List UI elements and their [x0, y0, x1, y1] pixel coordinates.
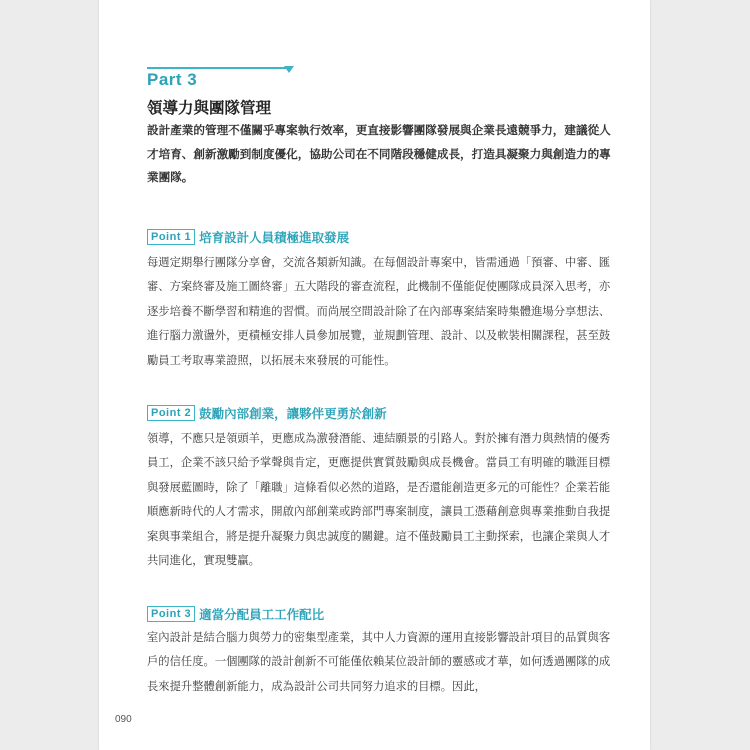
point-2-title: 鼓勵內部創業，讓夥伴更勇於創新 [199, 406, 387, 421]
point-3-badge: Point 3 [147, 606, 195, 622]
point-3-title: 適當分配員工工作配比 [199, 607, 325, 622]
part-rule-line [147, 67, 292, 69]
point-2-heading [147, 404, 387, 422]
point-1-heading [147, 228, 349, 246]
point-2-body: 領導，不應只是領頭羊，更應成為激發潛能、連結願景的引路人。對於擁有潛力與熱情的優秀員工，企業不該只給予掌聲與肯定，更應提供實質鼓勵與成長機會。當員工有明確的職涯目標與發展藍圖時，除了「離職」這條看似必然的道路，是否還能創造更多元的可能性？企業若能順應新時代的人才需求，開啟內部創業或跨部門專案制度，讓員工憑藉創意與專業推動自我提案與事業組合，將是提升凝聚力與忠誠度的關鍵。這不僅鼓勵員工主動探索，也讓企業與人才共同進化，實現雙贏。 [147, 432, 611, 568]
book-page [99, 0, 650, 750]
point-1-badge: Point 1 [147, 229, 195, 245]
triangle-down-icon [284, 66, 294, 73]
point-3-heading [147, 605, 324, 623]
point-2-badge: Point 2 [147, 405, 195, 421]
point-1-body: 每週定期舉行團隊分享會，交流各類新知識。在每個設計專案中，皆需通過「預審、中審、匯審、方案終審及施工圖終審」五大階段的審查流程，此機制不僅能促使團隊成員深入思考，亦逐步培養不斷學習和精進的習慣。而尚展空間設計除了在內部專案結案時集體進場分享想法、進行腦力激盪外，更積極安排人員參加展覽，並規劃管理、設計、以及軟裝相關課程，甚至鼓勵員工考取專業證照，以拓展未來發展的可能性。 [147, 256, 611, 367]
part-label: Part 3 [147, 70, 198, 89]
point-3-body: 室內設計是結合腦力與勞力的密集型產業，其中人力資源的運用直接影響設計項目的品質與客戶的信任度。一個團隊的設計創新不可能僅依賴某位設計師的靈感或才華，如何透過團隊的成長來提升整體創新能力，成為設計公司共同努力追求的目標。因此， [147, 631, 611, 693]
intro-paragraph: 設計產業的管理不僅關乎專案執行效率，更直接影響團隊發展與企業長遠競爭力，建議從人才培育、創新激勵到制度優化，協助公司在不同階段穩健成長，打造具凝聚力與創造力的專業團隊。 [147, 123, 611, 184]
page-number: 090 [115, 714, 132, 725]
point-1-title: 培育設計人員積極進取發展 [199, 230, 350, 245]
section-title: 領導力與團隊管理 [147, 99, 272, 117]
